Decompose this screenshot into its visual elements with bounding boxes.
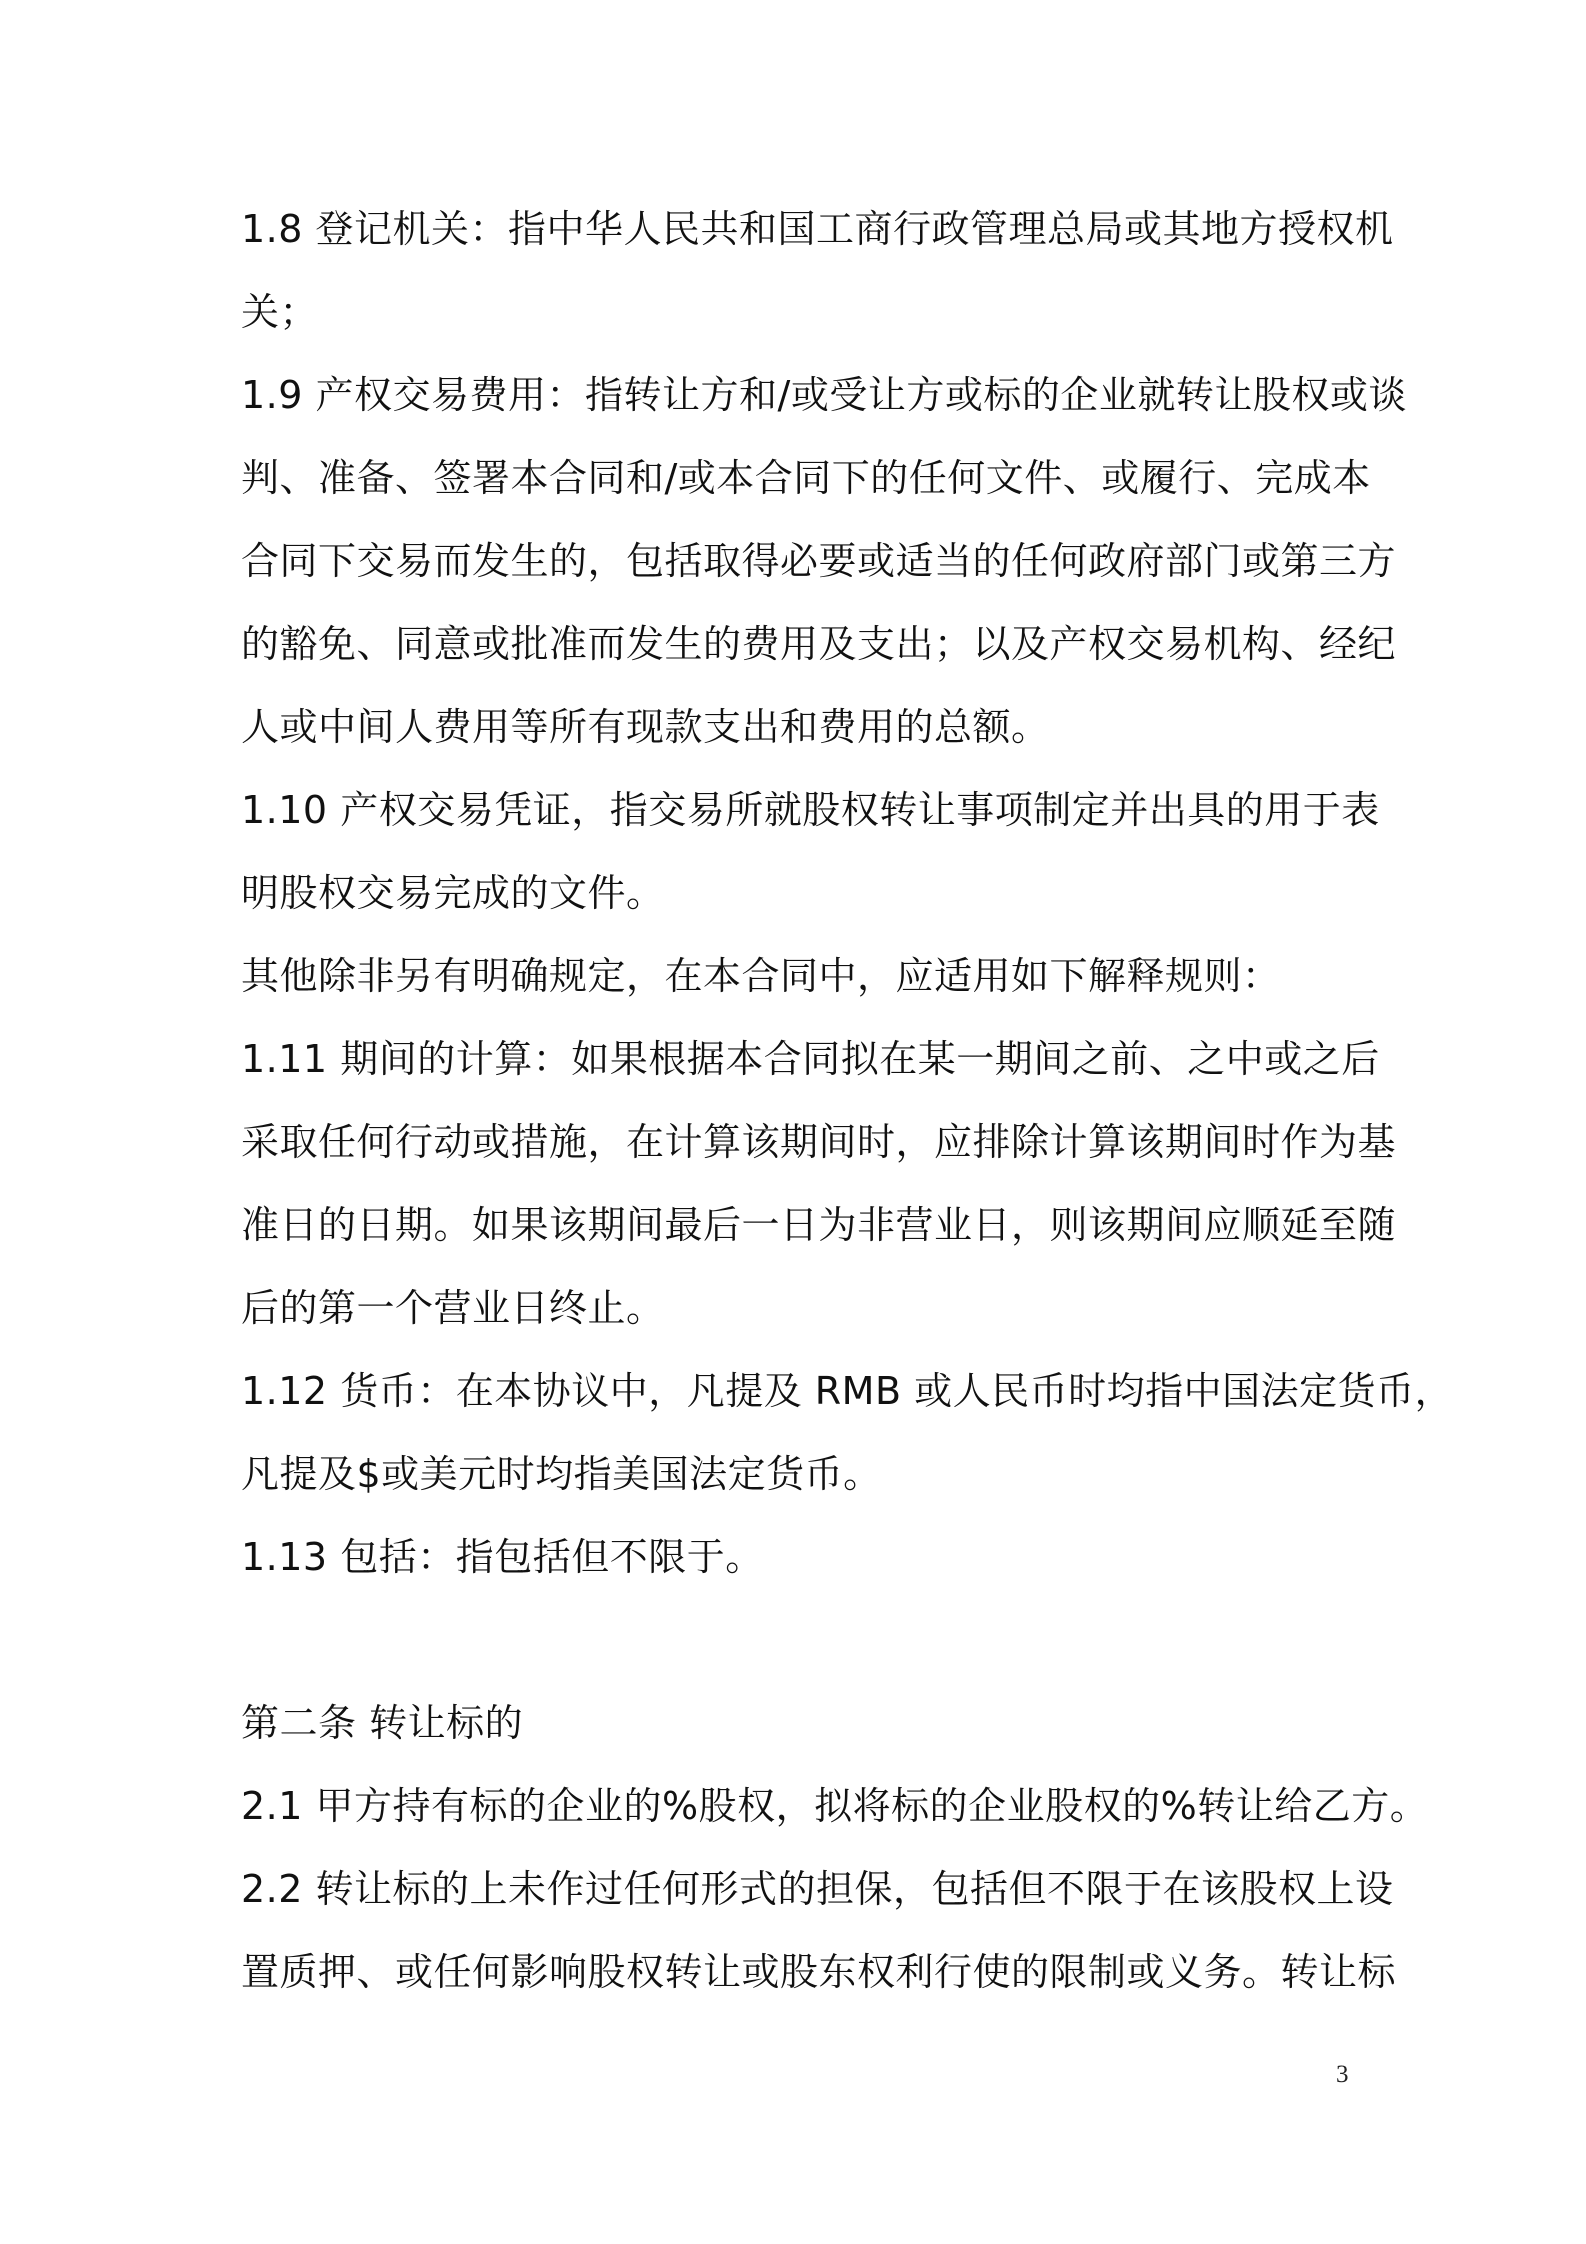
clause-1-12-line-2: 凡提及$或美元时均指美国法定货币。	[241, 1452, 882, 1496]
clause-1-9-line-4: 的豁免、同意或批准而发生的费用及支出；以及产权交易机构、经纪	[241, 622, 1397, 666]
clause-1-8-line-2: 关；	[241, 290, 319, 334]
clause-1-11-line-3: 准日的日期。如果该期间最后一日为非营业日，则该期间应顺延至随	[241, 1203, 1397, 1247]
clause-1-11-line-4: 后的第一个营业日终止。	[241, 1286, 665, 1330]
clause-1-11-line-1: 1.11 期间的计算：如果根据本合同拟在某一期间之前、之中或之后	[241, 1037, 1380, 1081]
clause-1-9-line-2: 判、准备、签署本合同和/或本合同下的任何文件、或履行、完成本	[241, 456, 1371, 500]
interpretation-intro: 其他除非另有明确规定，在本合同中，应适用如下解释规则：	[241, 954, 1281, 998]
clause-1-9-line-1: 1.9 产权交易费用：指转让方和/或受让方或标的企业就转让股权或谈	[241, 373, 1407, 417]
clause-1-9-line-3: 合同下交易而发生的，包括取得必要或适当的任何政府部门或第三方	[241, 539, 1397, 583]
clause-1-10-line-1: 1.10 产权交易凭证，指交易所就股权转让事项制定并出具的用于表	[241, 788, 1380, 832]
clause-1-11-line-2: 采取任何行动或措施，在计算该期间时，应排除计算该期间时作为基	[241, 1120, 1397, 1164]
clause-1-13: 1.13 包括：指包括但不限于。	[241, 1535, 764, 1579]
clause-1-10-line-2: 明股权交易完成的文件。	[241, 871, 665, 915]
clause-1-12-line-1: 1.12 货币：在本协议中，凡提及 RMB 或人民币时均指中国法定货币，	[241, 1369, 1454, 1413]
clause-1-8-line-1: 1.8 登记机关：指中华人民共和国工商行政管理总局或其地方授权机	[241, 207, 1394, 251]
clause-1-9-line-5: 人或中间人费用等所有现款支出和费用的总额。	[241, 705, 1050, 749]
clause-2-2-line-1: 2.2 转让标的上未作过任何形式的担保，包括但不限于在该股权上设	[241, 1867, 1394, 1911]
page-number: 3	[1336, 2061, 1349, 2088]
clause-2-2-line-2: 置质押、或任何影响股权转让或股东权利行使的限制或义务。转让标	[241, 1950, 1397, 1994]
article-2-heading: 第二条 转让标的	[241, 1701, 524, 1745]
clause-2-1: 2.1 甲方持有标的企业的%股权，拟将标的企业股权的%转让给乙方。	[241, 1784, 1429, 1828]
